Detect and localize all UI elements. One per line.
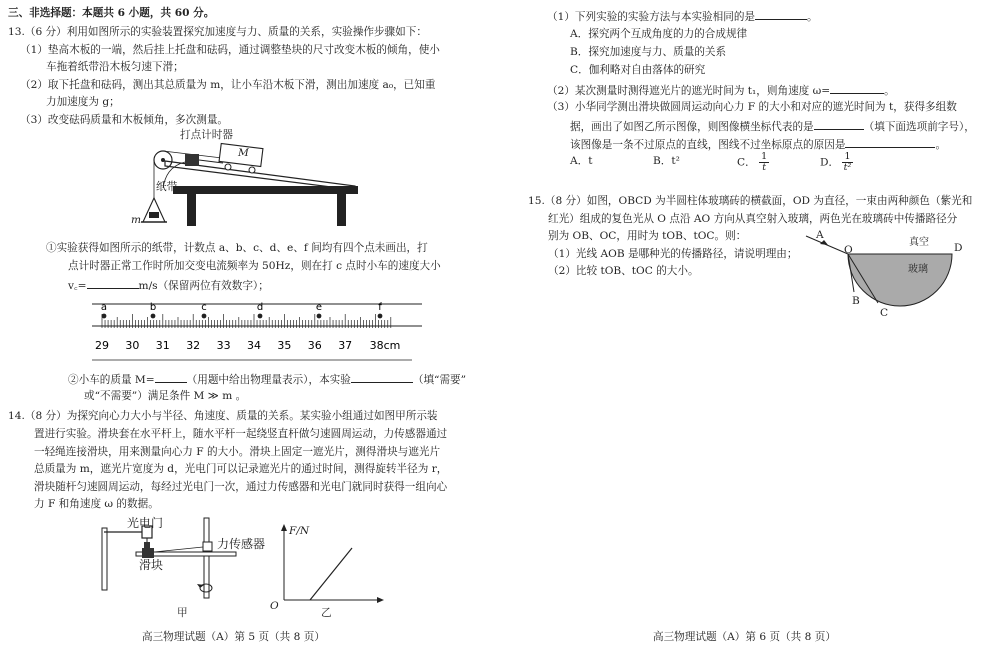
q14-line5: 滑块随杆匀速圆周运动，每经过光电门一次，通过力传感器和光电门就同时获得一组向心 <box>34 481 448 493</box>
section-heading: 三、非选择题：本题共 6 小题，共 60 分。 <box>8 7 215 19</box>
label-paper-tape: 纸带 <box>156 181 178 193</box>
label-photogate: 光电门 <box>127 516 164 530</box>
q13-step1-line2: 车拖着纸带沿木板匀速下滑； <box>46 61 184 73</box>
answer-blank-method[interactable] <box>755 8 807 20</box>
q13-part1-line1: ①实验获得如图所示的纸带，计数点 a、b、c、d、e、f 间均有四个点未画出，打 <box>46 242 428 254</box>
answer-blank-M[interactable] <box>155 371 187 383</box>
q14-line2: 置进行实验。滑块套在水平杆上，随水平杆一起绕竖直杆做匀速圆周运动，力传感器通过 <box>34 428 448 440</box>
ruler-number: 32 <box>186 339 201 352</box>
q13-part2-pre: ②小车的质量 M= <box>68 374 155 386</box>
q13-part1-line3 <box>68 277 269 293</box>
footer-page6: 高三物理试题（A）第 6 页（共 8 页） <box>653 631 836 643</box>
label-point-C: C <box>880 307 889 319</box>
fraction-D-numerator: 1 <box>844 151 851 162</box>
ruler-number: 29 <box>95 339 109 352</box>
q14-line6: 力 F 和角速度 ω 的数据。 <box>34 498 159 510</box>
ruler-number: 33 <box>216 339 231 352</box>
rotating-rod-figure <box>96 512 276 612</box>
answer-blank-vc[interactable] <box>87 277 139 289</box>
q14-sub3-line3-pre: 该图像是一条不过原点的直线，图线不过坐标原点的原因是 <box>570 139 846 151</box>
tape-point-label: b <box>149 302 157 313</box>
graph-origin-label: O <box>270 600 279 612</box>
label-cart-mass: M <box>238 147 249 159</box>
q14-sub1-post: 。 <box>807 11 818 23</box>
tape-point-label: c <box>201 302 207 313</box>
tape-point-a <box>102 314 107 319</box>
tape-point-label: d <box>256 302 264 313</box>
ticker-timer <box>185 154 199 166</box>
q14-sub2-post: 。 <box>884 85 895 97</box>
table-top <box>173 186 358 194</box>
q13-part2-line1 <box>68 371 466 387</box>
tape-point-b <box>151 314 156 319</box>
option-B: B．探究加速度与力、质量的关系 <box>570 46 727 58</box>
answer-option-B: B．t² <box>653 155 680 167</box>
tape-point-label: e <box>315 302 323 313</box>
q13-part1-line2: 点计时器正常工作时所加交变电流频率为 50Hz，则在打 c 点时小车的速度大小 <box>68 260 441 272</box>
q13-title: 13.（6 分）利用如图所示的实验装置探究加速度与力、质量的关系，实验操作步骤如下： <box>8 26 427 38</box>
figure-label-yi: 乙 <box>321 607 332 619</box>
tape-point-label: a <box>100 302 108 313</box>
footer-page5: 高三物理试题（A）第 5 页（共 8 页） <box>142 631 325 643</box>
ruler-number: 38cm <box>369 339 401 352</box>
q14-sub3-line2-post: （填下面选项前字号）， <box>863 121 975 133</box>
ruler-number: 31 <box>155 339 170 352</box>
q14-sub2-pre: （2）某次测量时测得遮光片的遮光时间为 t₁，则角速度 ω= <box>547 85 831 97</box>
answer-option-D-label: D． <box>820 156 840 169</box>
label-force-sensor: 力传感器 <box>217 537 266 551</box>
q14-sub1-pre: （1）下列实验的实验方法与本实验相同的是 <box>547 11 756 23</box>
label-ticker-timer: 打点计时器 <box>180 129 233 141</box>
answer-option-D <box>820 152 853 173</box>
table-leg-right <box>337 194 346 226</box>
graph-line <box>310 548 352 600</box>
answer-option-A: A．t <box>570 155 593 167</box>
answer-blank-need[interactable] <box>351 371 413 383</box>
answer-blank-axis[interactable] <box>814 118 864 130</box>
label-vacuum: 真空 <box>909 237 929 248</box>
ruler-number: 37 <box>338 339 353 352</box>
q13-part2-post: （填“需要” <box>412 374 467 386</box>
ruler-number: 34 <box>247 339 261 352</box>
q13-step2-line1: （2）取下托盘和砝码，测出其总质量为 m，让小车沿木板下滑，测出加速度 a₀，已知重 <box>20 79 436 91</box>
q15-line4: （1）光线 AOB 是哪种光的传播路径，请说明理由； <box>548 248 798 260</box>
label-point-A: A <box>816 229 824 241</box>
tape-point-label: f <box>378 302 382 313</box>
q15-line1: 15.（8 分）如图，OBCD 为半圆柱体玻璃砖的横截面，OD 为直径，一束由两种颜色（紫光和 <box>528 195 973 207</box>
q14-sub1 <box>547 8 818 24</box>
q14-line1: 14.（8 分）为探究向心力大小与半径、角速度、质量的关系。某实验小组通过如图甲所示装 <box>8 410 438 422</box>
answer-option-C <box>737 152 769 173</box>
q15-line2: 红光）组成的复色光从 O 点沿 AO 方向从真空射入玻璃，两色光在玻璃砖中传播路径分 <box>548 213 958 225</box>
weight-tray <box>143 198 165 222</box>
force-sensor <box>203 542 212 551</box>
q13-step1-line1: （1）垫高木板的一端，然后挂上托盘和砝码，通过调整垫块的尺寸改变木板的倾角，使小 <box>20 44 440 56</box>
tape-point-e <box>317 314 322 319</box>
q15-line5: （2）比较 tOB、tOC 的大小。 <box>548 265 699 277</box>
q15-line3: 别为 OB、OC，用时为 tOB、tOC。则： <box>548 230 747 242</box>
answer-blank-omega[interactable] <box>830 82 884 94</box>
option-A: A．探究两个互成角度的力的合成规律 <box>570 28 748 40</box>
figure-label-jia: 甲 <box>177 607 188 619</box>
tape-point-c <box>202 314 207 319</box>
q14-sub3-line3 <box>570 136 946 152</box>
ruler-number: 36 <box>307 339 322 352</box>
q14-sub3-line3-post: 。 <box>935 139 947 151</box>
label-point-B: B <box>852 295 860 307</box>
label-glass: 玻璃 <box>908 264 928 275</box>
q14-sub2 <box>547 82 895 98</box>
fraction-D-denominator: t² <box>843 162 852 173</box>
q14-line3: 一轻绳连接滑块，用来测量向心力 F 的大小。滑块上固定一遮光片，测得滑块与遮光片 <box>34 446 441 458</box>
answer-option-C-label: C． <box>737 156 756 169</box>
label-point-O: O <box>844 244 853 256</box>
ruler-number: 35 <box>277 339 292 352</box>
q13-step3: （3）改变砝码质量和木板倾角，多次测量。 <box>20 114 229 126</box>
vc-unit: m/s（保留两位有效数字）； <box>138 280 269 292</box>
label-slider: 滑块 <box>139 558 164 572</box>
table-leg-left <box>187 194 196 226</box>
tape-point-d <box>258 314 263 319</box>
ruler-number: 30 <box>125 339 140 352</box>
answer-blank-reason[interactable] <box>845 136 935 148</box>
incident-ray <box>806 236 848 254</box>
q14-sub3-line1: （3）小华同学测出滑块做圆周运动向心力 F 的大小和对应的遮光时间为 t，获得多组数 <box>547 101 957 113</box>
slider-block <box>142 548 154 558</box>
vc-label: v꜀= <box>68 280 87 292</box>
tape-point-f <box>378 314 383 319</box>
q13-step2-line2: 力加速度为 g； <box>46 96 120 108</box>
fraction-C-numerator: 1 <box>761 151 768 162</box>
q13-part2-mid: （用题中给出物理量表示），本实验 <box>186 374 351 386</box>
option-C: C．伽利略对自由落体的研究 <box>570 64 706 76</box>
q13-part2-line2: 或“不需要”）满足条件 M ≫ m 。 <box>84 390 247 402</box>
q14-line4: 总质量为 m，遮光片宽度为 d，光电门可以记录遮光片的通过时间，测得旋转半径为 r， <box>34 463 448 475</box>
q14-sub3-line2-pre: 据，画出了如图乙所示图像，则图像横坐标代表的是 <box>570 121 814 133</box>
paper-tape-ruler <box>92 296 422 362</box>
graph-y-axis-label: F/N <box>289 525 310 537</box>
label-hanging-mass: m <box>131 214 142 226</box>
fraction-C-denominator: t <box>762 162 767 173</box>
label-point-D: D <box>954 242 963 254</box>
q14-sub3-line2 <box>570 118 975 134</box>
